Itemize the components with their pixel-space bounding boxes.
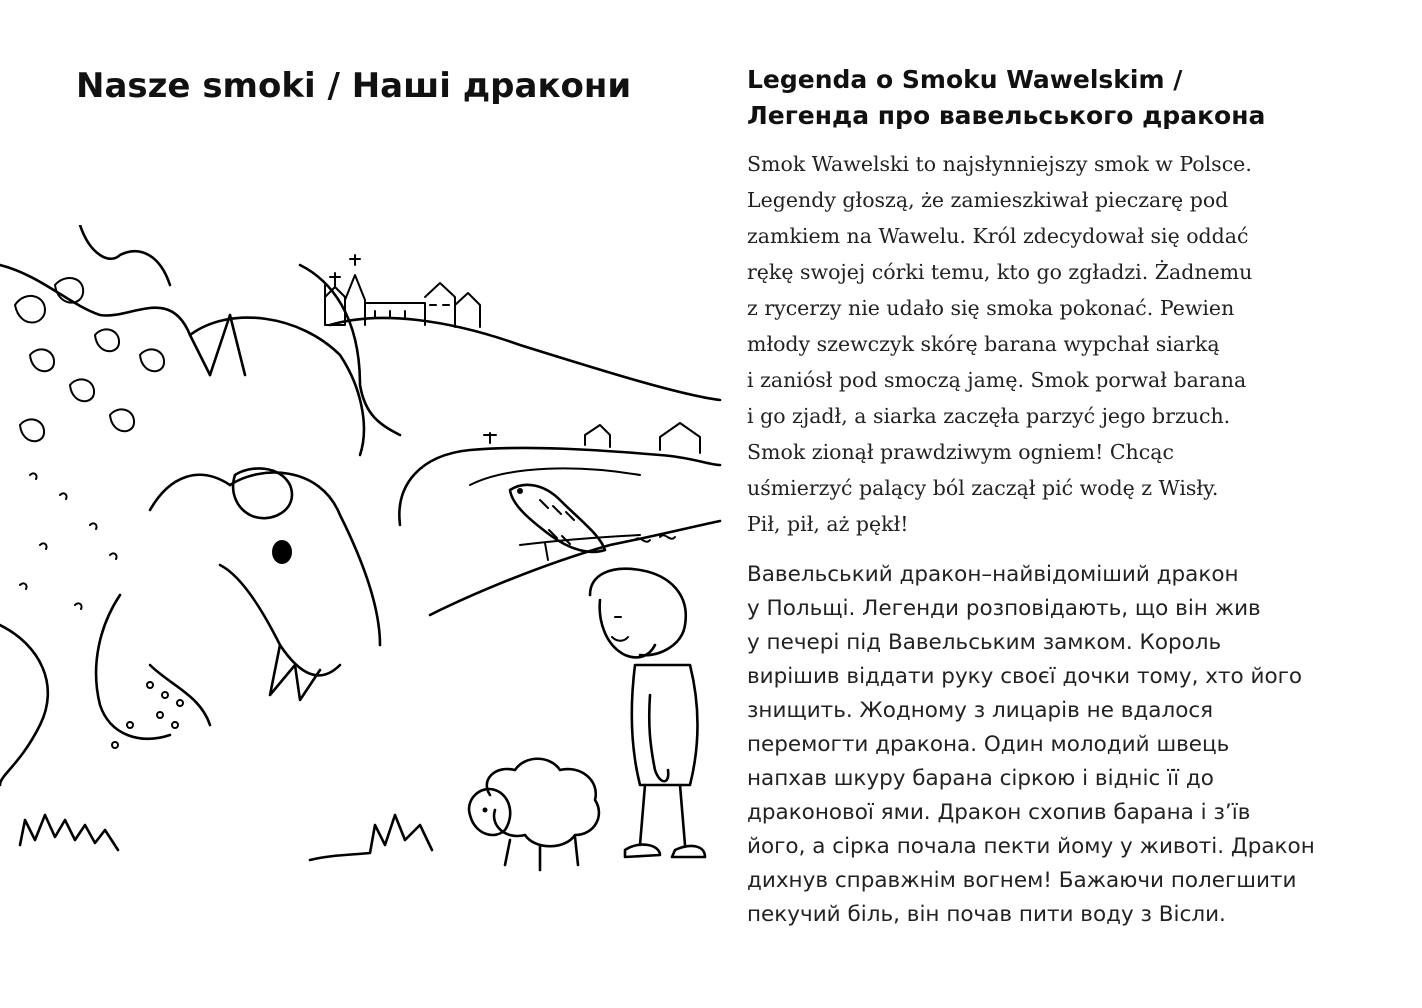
text-line: його, а сірка почала пекти йому у животі. Дракон (747, 834, 1315, 859)
text-line: Pił, pił, aż pękł! (747, 512, 909, 536)
legend-column (747, 62, 1387, 932)
text-line: знищить. Жодному з лицарів не вдалося (747, 698, 1214, 723)
legend-title-polish: Legenda o Smoku Wawelskim / (747, 65, 1183, 94)
fish-icon (510, 485, 605, 560)
text-line: młody szewczyk skórę barana wypchał siarką (747, 332, 1220, 356)
legend-title (747, 62, 1387, 134)
text-line: z rycerzy nie udało się smoka pokonać. Pewien (747, 296, 1235, 320)
text-line: i zaniósł pod smoczą jamę. Smok porwał barana (747, 368, 1247, 392)
dragon-icon (0, 225, 380, 785)
text-line: uśmierzyć palący ból zaczął pić wodę z Wisły. (747, 476, 1219, 500)
text-line: напхав шкуру барана сіркою і відніс її до (747, 766, 1214, 791)
page-title: Nasze smoki / Наші дракони (76, 66, 632, 106)
sheep-icon (469, 759, 599, 870)
text-line: вирішив віддати руку своєї дочки тому, хто його (747, 664, 1303, 689)
text-line: перемогти дракона. Один молодий швець (747, 732, 1230, 757)
text-line: у Польщі. Легенди розповідають, що він жив (747, 596, 1261, 621)
text-line: i go zjadł, a siarka zaczęła parzyć jego brzuch. (747, 404, 1231, 428)
text-line: пекучий біль, він почав пити воду з Вісли. (747, 902, 1226, 927)
text-line: драконової ями. Дракон схопив барана і з’їв (747, 800, 1251, 825)
legend-text-polish (747, 146, 1387, 542)
text-line: Smok Wawelski to najsłynniejszy smok w Polsce. (747, 152, 1252, 176)
grass-icon (20, 815, 432, 860)
text-line: у печері під Вавельським замком. Король (747, 630, 1222, 655)
text-line: Legendy głoszą, że zamieszkiwał pieczarę pod (747, 188, 1229, 212)
text-line: Smok zionął prawdziwym ogniem! Chcąc (747, 440, 1174, 464)
river-icon (399, 423, 720, 615)
text-line: дихнув справжнім вогнем! Бажаючи полегшити (747, 868, 1297, 893)
text-line: rękę swojej córki temu, kto go zgładzi. Żadnemu (747, 260, 1253, 284)
legend-title-ukrainian: Легенда про вавельського дракона (747, 101, 1266, 130)
text-line: Вавельський дракон–найвідоміший дракон (747, 562, 1239, 587)
text-line: zamkiem na Wawelu. Król zdecydował się oddać (747, 224, 1249, 248)
child-icon (590, 569, 705, 857)
legend-text-ukrainian (747, 558, 1387, 932)
coloring-illustration (0, 225, 725, 885)
